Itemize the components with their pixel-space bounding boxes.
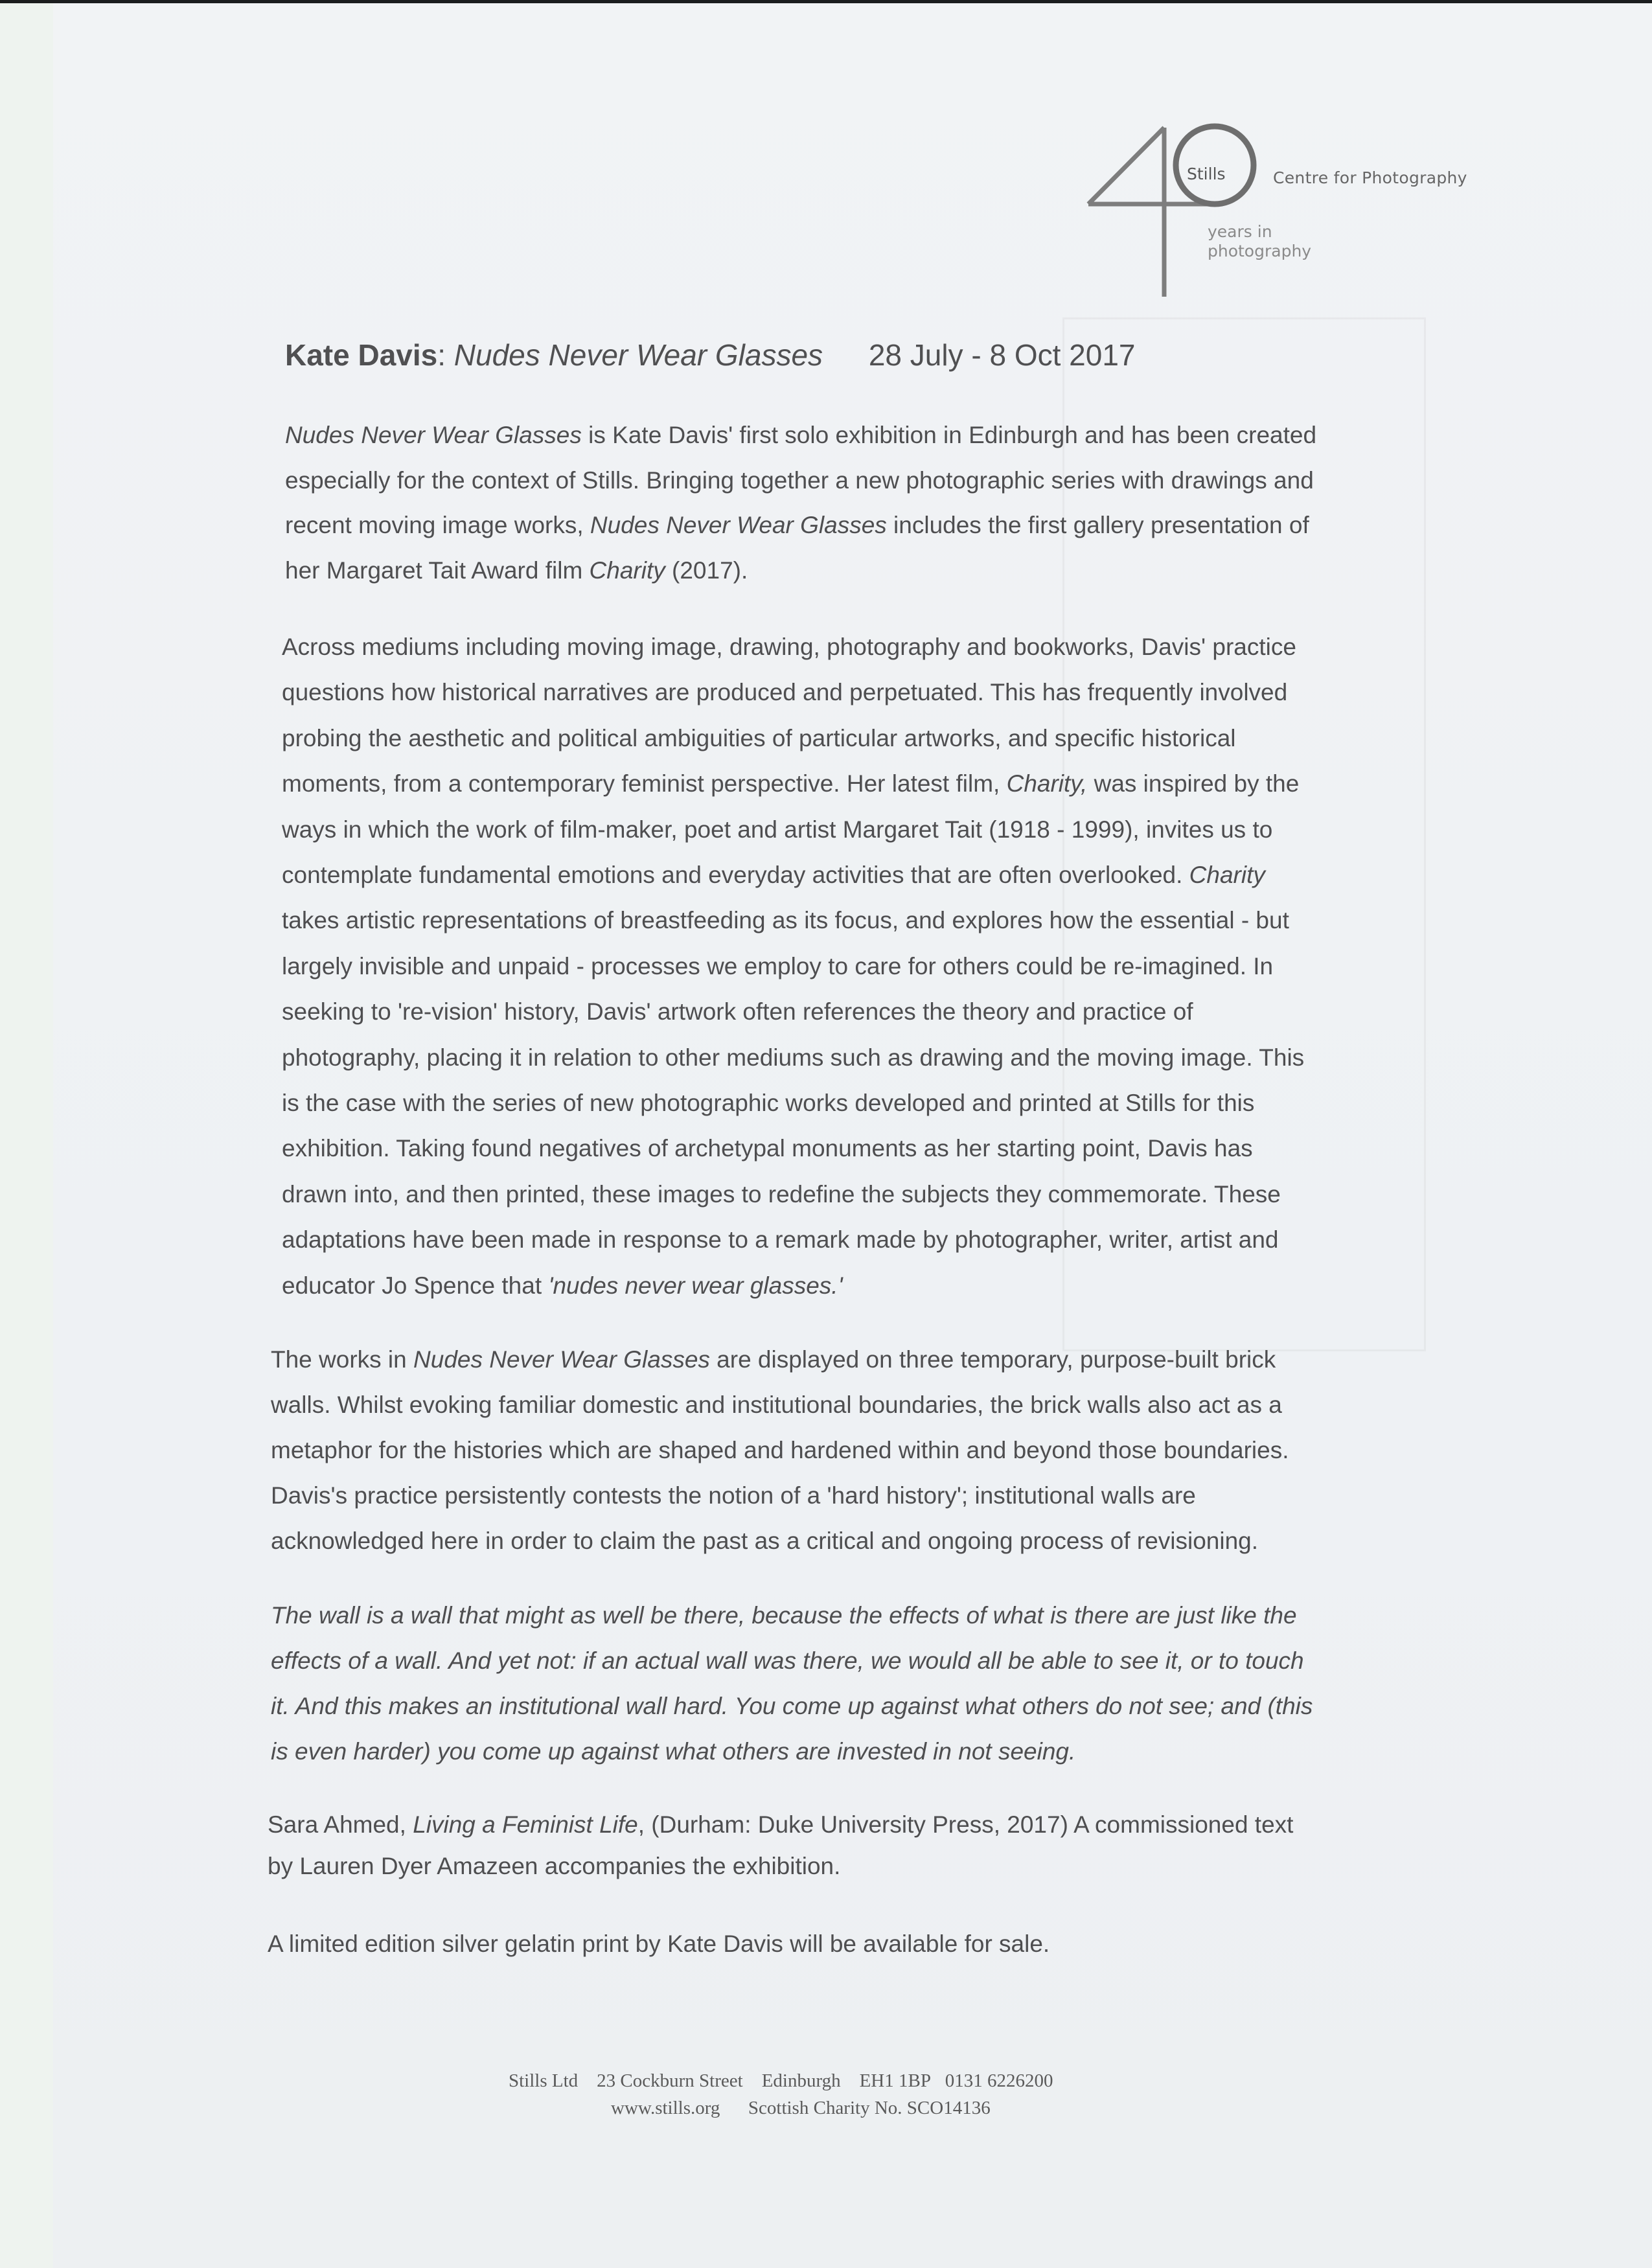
logo-tagline-line1: years in xyxy=(1208,222,1272,241)
text-run: largely invisible and unpaid - processes we employ to care for others could be re-imagined. In xyxy=(282,952,1274,979)
italic-text: Living a Feminist Life xyxy=(413,1811,638,1838)
exhibition-title: Nudes Never Wear Glasses xyxy=(453,338,823,372)
text-run: was inspired by the xyxy=(1087,770,1300,797)
text-run: her Margaret Tait Award film xyxy=(285,556,590,584)
footer-postcode: EH1 1BP xyxy=(859,2070,931,2091)
text-line xyxy=(282,1134,1253,1163)
text-run: are displayed on three temporary, purpose-built brick xyxy=(709,1346,1276,1373)
text-line xyxy=(271,1346,1276,1374)
text-run: Davis's practice persistently contests the notion of a 'hard history'; institutional walls are xyxy=(271,1482,1196,1509)
text-line xyxy=(271,1391,1282,1419)
text-line xyxy=(271,1527,1258,1555)
text-run: recent moving image works, xyxy=(285,512,590,538)
text-line xyxy=(268,1811,1293,1839)
italic-text: Charity, xyxy=(1006,770,1088,797)
text-run: educator Jo Spence that xyxy=(282,1272,549,1299)
text-line xyxy=(271,1436,1289,1465)
italic-text: Nudes Never Wear Glasses xyxy=(285,422,582,448)
logo-tagline xyxy=(1208,222,1311,261)
footer-registration xyxy=(611,2098,991,2119)
text-run: The works in xyxy=(271,1346,414,1373)
text-run: (2017). xyxy=(665,556,748,584)
italic-text: Nudes Never Wear Glasses xyxy=(413,1346,710,1373)
scan-left-margin xyxy=(0,3,53,2268)
text-line xyxy=(282,770,1299,798)
text-run: especially for the context of Stills. Bringing together a new photographic series with drawings and xyxy=(285,466,1314,494)
logo-brand: Stills xyxy=(1187,165,1226,183)
text-run: photography, placing it in relation to other mediums such as drawing and the moving image. This xyxy=(282,1044,1305,1071)
text-run: seeking to 're-vision' history, Davis' artwork often references the theory and practice of xyxy=(282,998,1193,1025)
text-line xyxy=(285,421,1316,450)
text-line xyxy=(282,633,1296,661)
text-run: Sara Ahmed, xyxy=(268,1811,413,1838)
text-line xyxy=(282,952,1273,981)
text-run: includes the first gallery presentation of xyxy=(886,512,1309,538)
title-separator: : xyxy=(437,338,446,372)
text-run: questions how historical narratives are produced and perpetuated. This has frequently involved xyxy=(282,679,1288,706)
footer-charity-number: Scottish Charity No. SCO14136 xyxy=(748,2098,991,2118)
text-run: adaptations have been made in response to a remark made by photographer, writer, artist and xyxy=(282,1226,1279,1254)
text-run: Across mediums including moving image, drawing, photography and bookworks, Davis' practice xyxy=(282,634,1296,660)
text-run: ways in which the work of film-maker, poet and artist Margaret Tait (1918 - 1999), invites us to xyxy=(282,816,1273,843)
footer-address xyxy=(509,2070,1053,2092)
footer-city: Edinburgh xyxy=(761,2070,841,2091)
footer-street: 23 Cockburn Street xyxy=(597,2070,743,2091)
text-run: acknowledged here in order to claim the past as a critical and ongoing process of revisioning. xyxy=(271,1528,1259,1554)
text-run: moments, from a contemporary feminist perspective. Her latest film, xyxy=(282,770,1007,797)
footer-company: Stills Ltd xyxy=(509,2070,579,2091)
text-run: probing the aesthetic and political ambiguities of particular artworks, and specific historical xyxy=(282,724,1236,751)
italic-text: 'nudes never wear glasses.' xyxy=(548,1272,843,1299)
text-line xyxy=(271,1601,1297,1630)
text-line xyxy=(271,1737,1075,1766)
footer-phone: 0131 6226200 xyxy=(945,2070,1053,2091)
text-line xyxy=(285,511,1309,540)
italic-text: it. And this makes an institutional wall hard. You come up against what others do not see; and (this xyxy=(271,1693,1313,1719)
text-run: is the case with the series of new photographic works developed and printed at Stills for this xyxy=(282,1090,1255,1116)
text-line xyxy=(282,1089,1254,1117)
italic-text: Charity xyxy=(589,556,665,584)
text-line xyxy=(285,466,1314,495)
logo-organisation: Centre for Photography xyxy=(1273,168,1467,187)
text-line xyxy=(282,1180,1281,1209)
forty-numeral-icon xyxy=(1075,117,1529,311)
text-run: drawn into, and then printed, these images to redefine the subjects they commemorate. These xyxy=(282,1180,1281,1208)
text-line xyxy=(285,556,748,585)
text-line xyxy=(282,1226,1278,1254)
text-run: by Lauren Dyer Amazeen accompanies the exhibition. xyxy=(268,1853,841,1879)
text-run: contemplate fundamental emotions and everyday activities that are often overlooked. xyxy=(282,862,1189,888)
text-run: is Kate Davis' first solo exhibition in Edinburgh and has been created xyxy=(581,422,1317,448)
logo-tagline-line2: photography xyxy=(1208,242,1312,260)
text-run: , (Durham: Duke University Press, 2017) A commissioned text xyxy=(637,1811,1294,1838)
page-title xyxy=(285,337,1136,373)
text-run: A limited edition silver gelatin print by Kate Davis will be available for sale. xyxy=(268,1930,1050,1957)
italic-text: effects of a wall. And yet not: if an actual wall was there, we would all be able to see it, or to touch xyxy=(271,1647,1304,1674)
italic-text: Nudes Never Wear Glasses xyxy=(590,512,887,538)
italic-text: Charity xyxy=(1189,862,1265,888)
text-line xyxy=(282,724,1236,753)
footer-website[interactable]: www.stills.org xyxy=(611,2098,720,2118)
text-line xyxy=(271,1482,1196,1510)
text-line xyxy=(271,1692,1313,1721)
exhibition-dates: 28 July - 8 Oct 2017 xyxy=(868,338,1136,372)
text-line xyxy=(268,1930,1050,1958)
text-line xyxy=(271,1647,1304,1675)
italic-text: The wall is a wall that might as well be there, because the effects of what is there are just like the xyxy=(271,1602,1297,1629)
text-line xyxy=(282,1044,1304,1072)
text-line xyxy=(282,816,1272,844)
text-run: walls. Whilst evoking familiar domestic and institutional boundaries, the brick walls also act as a xyxy=(271,1392,1282,1418)
text-line xyxy=(282,1272,843,1300)
text-line xyxy=(282,998,1193,1026)
artist-name: Kate Davis xyxy=(285,338,438,372)
text-run: takes artistic representations of breastfeeding as its focus, and explores how the essential - but xyxy=(282,907,1289,934)
text-line xyxy=(268,1852,840,1881)
italic-text: is even harder) you come up against what others are invested in not seeing. xyxy=(271,1738,1076,1765)
text-line xyxy=(282,678,1287,707)
text-run: exhibition. Taking found negatives of archetypal monuments as her starting point, Davis has xyxy=(282,1135,1253,1162)
text-line xyxy=(282,906,1289,935)
text-line xyxy=(282,861,1265,889)
text-run: metaphor for the histories which are shaped and hardened within and beyond those boundaries. xyxy=(271,1437,1289,1463)
